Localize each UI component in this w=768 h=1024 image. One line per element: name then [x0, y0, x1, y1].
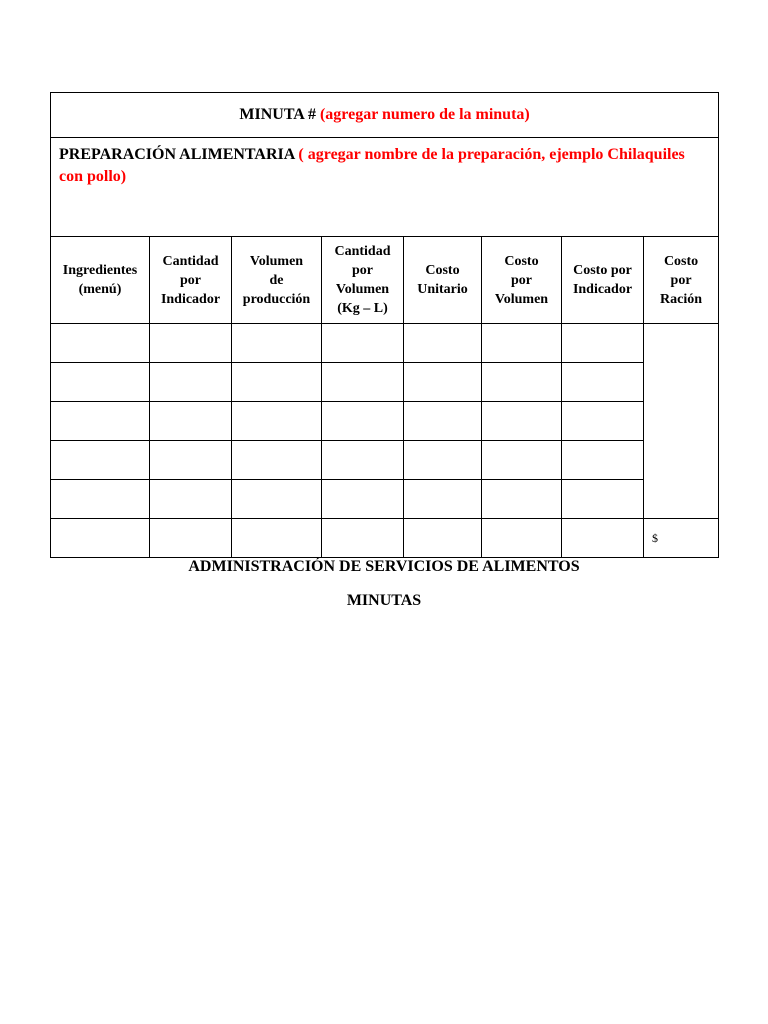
table-cell[interactable] [51, 324, 150, 363]
table-cell[interactable] [150, 363, 232, 402]
table-cell[interactable] [232, 441, 322, 480]
header-line: Volumen [249, 253, 304, 269]
table-cell[interactable] [51, 402, 150, 441]
table-row [51, 363, 719, 402]
table-row-total [51, 519, 719, 558]
header-line: Costo [425, 263, 460, 278]
table-cell[interactable] [322, 324, 404, 363]
table-cell[interactable] [404, 402, 482, 441]
header-line: por [511, 272, 532, 288]
table-cell[interactable] [322, 480, 404, 519]
header-ingredientes [51, 237, 150, 324]
header-line: por [180, 272, 201, 288]
table-cell[interactable] [562, 324, 644, 363]
header-costo-por-racion [644, 237, 719, 324]
header-line: Cantidad [334, 244, 391, 259]
header-cantidad-por-indicador [150, 237, 232, 324]
header-line: por [352, 263, 373, 278]
table-cell[interactable] [150, 402, 232, 441]
header-line: Indicador [160, 291, 221, 307]
footer-title-administracion: ADMINISTRACIÓN DE SERVICIOS DE ALIMENTOS [188, 558, 580, 575]
table-cell[interactable] [404, 441, 482, 480]
header-line: por [670, 272, 692, 288]
table-cell[interactable] [404, 519, 482, 558]
preparacion-label: PREPARACIÓN ALIMENTARIA [59, 146, 299, 163]
table-cell[interactable] [404, 324, 482, 363]
table-cell[interactable] [482, 480, 562, 519]
table-row [51, 480, 719, 519]
footer-title-minutas: MINUTAS [346, 592, 422, 609]
minuta-table [50, 92, 719, 558]
table-cell[interactable] [322, 402, 404, 441]
minuta-title-cell[interactable] [51, 93, 719, 138]
header-cantidad-por-volumen [322, 237, 404, 324]
table-cell[interactable] [322, 363, 404, 402]
table-cell[interactable] [51, 519, 150, 558]
header-line: (menú) [78, 282, 122, 297]
table-cell[interactable] [232, 363, 322, 402]
table-cell[interactable] [562, 402, 644, 441]
table-cell[interactable] [232, 402, 322, 441]
table-cell[interactable] [322, 519, 404, 558]
header-line: Unitario [417, 282, 468, 297]
preparacion-placeholder: ( agregar nombre de la preparación, ejemplo Chilaquiles con pollo) [59, 146, 685, 185]
table-cell[interactable] [562, 441, 644, 480]
header-line: producción [242, 291, 311, 307]
table-cell[interactable] [482, 363, 562, 402]
table-cell[interactable] [562, 480, 644, 519]
header-volumen-produccion [232, 237, 322, 324]
preparacion-cell[interactable] [51, 138, 719, 237]
table-cell[interactable] [482, 519, 562, 558]
header-line: Ingredientes [62, 263, 138, 278]
header-line: de [269, 272, 284, 288]
minuta-label: MINUTA # [239, 106, 320, 123]
header-line: Volumen [494, 291, 549, 307]
dollar-sign: $ [652, 530, 658, 545]
table-cell[interactable] [562, 519, 644, 558]
table-cell[interactable] [51, 441, 150, 480]
table-row [51, 324, 719, 363]
header-line: Costo por [573, 263, 632, 278]
table-cell[interactable] [482, 441, 562, 480]
table-cell[interactable] [51, 480, 150, 519]
minuta-placeholder: (agregar numero de la minuta) [319, 106, 530, 123]
table-cell[interactable] [404, 480, 482, 519]
table-row [51, 402, 719, 441]
header-costo-por-indicador [562, 237, 644, 324]
header-line: Cantidad [162, 253, 219, 269]
table-cell[interactable] [150, 324, 232, 363]
table-cell[interactable] [232, 480, 322, 519]
header-line: Volumen [335, 282, 390, 297]
header-costo-unitario [404, 237, 482, 324]
costo-racion-total-cell[interactable] [644, 519, 719, 558]
table-cell[interactable] [232, 519, 322, 558]
table-cell[interactable] [482, 324, 562, 363]
table-cell[interactable] [322, 441, 404, 480]
table-row [51, 441, 719, 480]
header-costo-por-volumen [482, 237, 562, 324]
table-cell[interactable] [404, 363, 482, 402]
header-line: Costo [663, 253, 699, 269]
table-cell[interactable] [150, 519, 232, 558]
header-line: (Kg – L) [337, 301, 388, 316]
table-cell[interactable] [150, 441, 232, 480]
header-line: Ración [660, 291, 703, 307]
table-cell[interactable] [232, 324, 322, 363]
table-cell[interactable] [51, 363, 150, 402]
table-cell[interactable] [150, 480, 232, 519]
header-line: Indicador [572, 282, 633, 297]
table-cell[interactable] [482, 402, 562, 441]
costo-racion-merged-cell[interactable] [644, 324, 719, 519]
header-line: Costo [504, 253, 539, 269]
table-cell[interactable] [562, 363, 644, 402]
